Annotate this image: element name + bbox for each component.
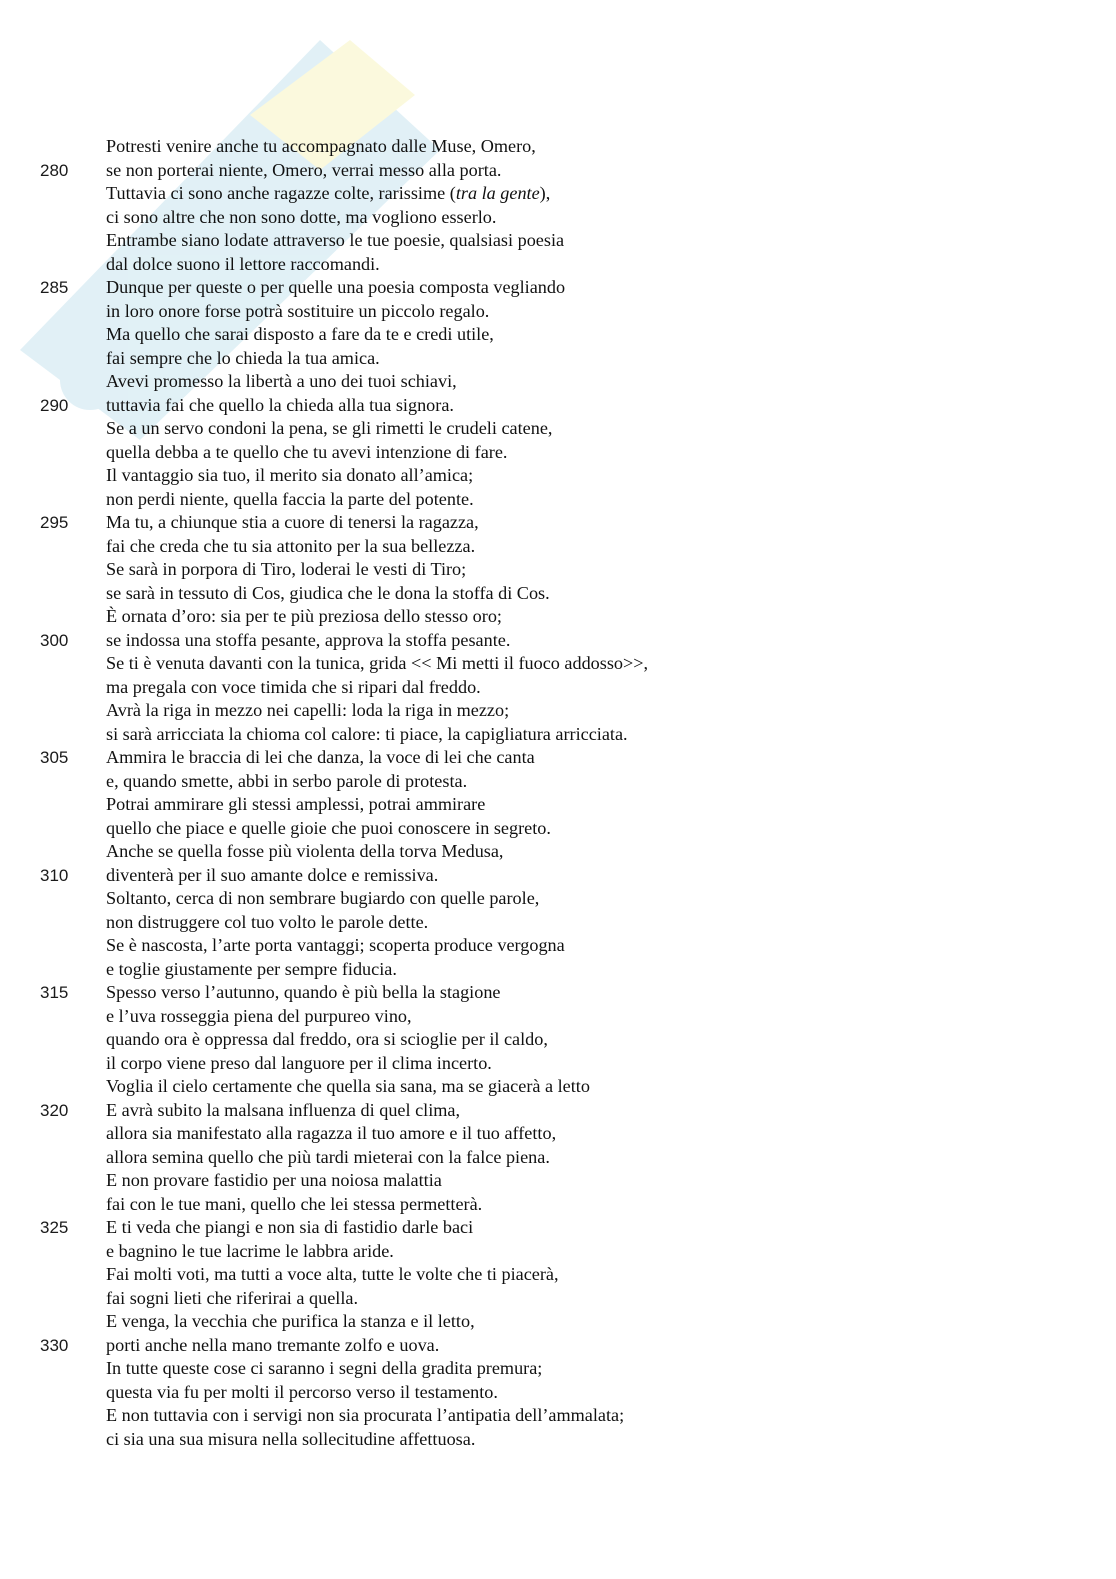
verse-text xyxy=(106,464,473,488)
verse-text xyxy=(106,1028,548,1052)
poem-line xyxy=(0,770,1116,794)
poem-line xyxy=(0,629,1116,653)
verse-text xyxy=(106,1005,412,1029)
verse-segment: ma pregala con voce timida che si ripari dal freddo. xyxy=(106,676,481,697)
verse-text xyxy=(106,887,539,911)
poem-line xyxy=(0,229,1116,253)
verse-segment: Ma tu, a chiunque stia a cuore di tenersi la ragazza, xyxy=(106,512,479,532)
verse-text xyxy=(106,159,501,183)
verse-text xyxy=(106,1146,550,1170)
poem-line xyxy=(0,958,1116,982)
verse-segment: In tutte queste cose ci saranno i segni della gradita premura; xyxy=(106,1358,543,1378)
poem-line xyxy=(0,253,1116,277)
poem-line xyxy=(0,1052,1116,1076)
poem-line xyxy=(0,676,1116,700)
poem-line xyxy=(0,793,1116,817)
verse-segment: se non porterai niente, Omero, verrai messo alla porta. xyxy=(106,159,502,180)
line-number: 305 xyxy=(40,748,69,767)
verse-text xyxy=(106,370,457,394)
verse-segment: in loro onore forse potrà sostituire un piccolo regalo. xyxy=(106,300,490,321)
verse-text xyxy=(106,276,565,300)
verse-text xyxy=(106,347,380,371)
poem-line xyxy=(0,1263,1116,1287)
verse-segment: quando ora è oppressa dal freddo, ora si scioglie per il caldo, xyxy=(106,1029,548,1049)
poem-line xyxy=(0,182,1116,206)
poem-line xyxy=(0,1381,1116,1405)
verse-text xyxy=(106,1428,475,1452)
verse-segment: se indossa una stoffa pesante, approva la stoffa pesante. xyxy=(106,629,511,650)
poem-line xyxy=(0,488,1116,512)
verse-text xyxy=(106,1287,358,1311)
poem-line xyxy=(0,535,1116,559)
poem-line xyxy=(0,840,1116,864)
verse-text xyxy=(106,911,428,935)
verse-segment: Ammira le braccia di lei che danza, la voce di lei che canta xyxy=(106,747,535,767)
verse-segment: Tuttavia ci sono anche ragazze colte, rarissime ( xyxy=(106,183,456,203)
verse-text xyxy=(106,394,454,418)
poem-line xyxy=(0,1075,1116,1099)
verse-text xyxy=(106,629,510,653)
verse-segment: Avrà la riga in mezzo nei capelli: loda la riga in mezzo; xyxy=(106,700,510,720)
verse-segment: Potrai ammirare gli stessi amplessi, potrai ammirare xyxy=(106,794,486,814)
poem-line xyxy=(0,464,1116,488)
verse-text xyxy=(106,605,502,629)
poem-line xyxy=(0,911,1116,935)
poem-line xyxy=(0,1334,1116,1358)
verse-segment: fai che creda che tu sia attonito per la sua bellezza. xyxy=(106,535,476,556)
verse-text xyxy=(106,300,489,324)
line-number: 315 xyxy=(40,983,69,1002)
verse-segment: allora semina quello che più tardi mieterai con la falce piena. xyxy=(106,1146,550,1167)
verse-segment: Soltanto, cerca di non sembrare bugiardo con quelle parole, xyxy=(106,888,540,908)
verse-text xyxy=(106,1404,624,1428)
verse-text xyxy=(106,417,552,441)
poem-line xyxy=(0,323,1116,347)
verse-text xyxy=(106,817,551,841)
verse-segment: Ma quello che sarai disposto a fare da te e credi utile, xyxy=(106,324,494,344)
verse-segment: Anche se quella fosse più violenta della torva Medusa, xyxy=(106,841,504,861)
verse-segment: Fai molti voti, ma tutti a voce alta, tutte le volte che ti piacerà, xyxy=(106,1264,559,1284)
poem-line xyxy=(0,1028,1116,1052)
verse-text xyxy=(106,699,509,723)
poem-line xyxy=(0,1240,1116,1264)
verse-segment: e toglie giustamente per sempre fiducia. xyxy=(106,958,397,979)
verse-text xyxy=(106,1193,482,1217)
verse-text xyxy=(106,182,550,206)
line-number: 300 xyxy=(40,630,69,650)
poem-line xyxy=(0,652,1116,676)
verse-segment: e bagnino le tue lacrime le labbra aride. xyxy=(106,1240,394,1261)
verse-segment: e l’uva rosseggia piena del purpureo vino, xyxy=(106,1005,412,1026)
poem-line xyxy=(0,417,1116,441)
poem-line xyxy=(0,1310,1116,1334)
poem-line xyxy=(0,887,1116,911)
line-number: 325 xyxy=(40,1218,69,1237)
poem-line xyxy=(0,441,1116,465)
verse-segment: fai sogni lieti che riferirai a quella. xyxy=(106,1287,358,1308)
verse-text xyxy=(106,840,503,864)
verse-segment: È ornata d’oro: sia per te più preziosa dello stesso oro; xyxy=(106,606,502,626)
verse-text xyxy=(106,723,628,747)
verse-segment: Se è nascosta, l’arte porta vantaggi; scoperta produce vergogna xyxy=(106,935,565,955)
verse-segment: Se ti è venuta davanti con la tunica, grida << Mi metti il fuoco addosso>>, xyxy=(106,653,649,673)
verse-segment: E venga, la vecchia che purifica la stanza e il letto, xyxy=(106,1311,475,1331)
verse-text xyxy=(106,1075,590,1099)
verse-segment: questa via fu per molti il percorso verso il testamento. xyxy=(106,1381,498,1402)
verse-text xyxy=(106,253,380,277)
verse-text xyxy=(106,558,466,582)
verse-segment: ), xyxy=(539,183,551,203)
verse-segment: Se sarà in porpora di Tiro, loderai le vesti di Tiro; xyxy=(106,559,467,579)
poem-line xyxy=(0,864,1116,888)
poem-line xyxy=(0,746,1116,770)
verse-segment: porti anche nella mano tremante zolfo e uova. xyxy=(106,1334,440,1355)
verse-segment: E non provare fastidio per una noiosa malattia xyxy=(106,1170,442,1190)
poem-line xyxy=(0,1099,1116,1123)
verse-text xyxy=(106,1052,492,1076)
verse-text xyxy=(106,582,550,606)
verse-segment: Avevi promesso la libertà a uno dei tuoi schiavi, xyxy=(106,371,457,391)
verse-text xyxy=(106,770,467,794)
verse-segment: e, quando smette, abbi in serbo parole di protesta. xyxy=(106,770,468,791)
verse-text xyxy=(106,981,501,1005)
verse-segment: fai sempre che lo chieda la tua amica. xyxy=(106,347,380,368)
poem-line xyxy=(0,981,1116,1005)
verse-text xyxy=(106,323,494,347)
verse-text xyxy=(106,958,397,982)
poem-line xyxy=(0,558,1116,582)
verse-text xyxy=(106,511,479,535)
verse-segment: dal dolce suono il lettore raccomandi. xyxy=(106,253,380,274)
line-number: 330 xyxy=(40,1335,69,1355)
verse-italic-segment: tra la gente xyxy=(455,183,540,203)
poem-line xyxy=(0,723,1116,747)
verse-segment: E non tuttavia con i servigi non sia procurata l’antipatia dell’ammalata; xyxy=(106,1405,625,1425)
verse-segment: fai con le tue mani, quello che lei stessa permetterà. xyxy=(106,1193,483,1214)
poem-line xyxy=(0,817,1116,841)
verse-segment: non perdi niente, quella faccia la parte del potente. xyxy=(106,488,474,509)
verse-text xyxy=(106,1122,556,1146)
verse-segment: E ti veda che piangi e non sia di fastidio darle baci xyxy=(106,1217,474,1237)
poem-line xyxy=(0,1005,1116,1029)
poem-line xyxy=(0,605,1116,629)
verse-text xyxy=(106,488,474,512)
verse-segment: ci sono altre che non sono dotte, ma vogliono esserlo. xyxy=(106,206,497,227)
verse-segment: E avrà subito la malsana influenza di quel clima, xyxy=(106,1099,461,1120)
poem-line xyxy=(0,347,1116,371)
verse-segment: Potresti venire anche tu accompagnato dalle Muse, Omero, xyxy=(106,136,536,156)
verse-text xyxy=(106,1357,542,1381)
verse-text xyxy=(106,441,507,465)
verse-text xyxy=(106,1381,498,1405)
verse-segment: Se a un servo condoni la pena, se gli rimetti le crudeli catene, xyxy=(106,418,553,438)
poem-line xyxy=(0,370,1116,394)
verse-text xyxy=(106,1169,442,1193)
verse-segment: quello che piace e quelle gioie che puoi conoscere in segreto. xyxy=(106,817,551,838)
verse-segment: Il vantaggio sia tuo, il merito sia donato all’amica; xyxy=(106,465,474,485)
poem-line xyxy=(0,934,1116,958)
verse-text xyxy=(106,1310,475,1334)
poem-line xyxy=(0,1146,1116,1170)
poem-line xyxy=(0,300,1116,324)
poem-line xyxy=(0,1216,1116,1240)
verse-segment: si sarà arricciata la chioma col calore: ti piace, la capigliatura arricciata. xyxy=(106,723,628,744)
poem-line xyxy=(0,1357,1116,1381)
verse-segment: diventerà per il suo amante dolce e remissiva. xyxy=(106,864,439,885)
line-number: 295 xyxy=(40,513,69,532)
verse-text xyxy=(106,229,564,253)
verse-segment: allora sia manifestato alla ragazza il tuo amore e il tuo affetto, xyxy=(106,1123,557,1143)
verse-segment: Dunque per queste o per quelle una poesia composta vegliando xyxy=(106,277,566,297)
verse-segment: tuttavia fai che quello la chieda alla tua signora. xyxy=(106,394,454,415)
line-number: 320 xyxy=(40,1100,69,1120)
poem-line xyxy=(0,1287,1116,1311)
verse-text xyxy=(106,652,648,676)
poem-line xyxy=(0,1122,1116,1146)
verse-segment: Spesso verso l’autunno, quando è più bella la stagione xyxy=(106,982,501,1002)
verse-segment: ci sia una sua misura nella sollecitudine affettuosa. xyxy=(106,1428,476,1449)
line-number: 290 xyxy=(40,395,69,415)
poem-line xyxy=(0,1428,1116,1452)
verse-segment: il corpo viene preso dal languore per il clima incerto. xyxy=(106,1052,492,1073)
verse-text xyxy=(106,1334,439,1358)
poem-line xyxy=(0,206,1116,230)
verse-segment: se sarà in tessuto di Cos, giudica che le dona la stoffa di Cos. xyxy=(106,582,550,603)
verse-text xyxy=(106,676,481,700)
verse-text xyxy=(106,1216,473,1240)
poem-text xyxy=(0,135,1116,1451)
verse-text xyxy=(106,934,565,958)
verse-segment: Voglia il cielo certamente che quella sia sana, ma se giacerà a letto xyxy=(106,1076,590,1096)
verse-text xyxy=(106,793,485,817)
verse-text xyxy=(106,206,496,230)
poem-line xyxy=(0,1169,1116,1193)
verse-segment: quella debba a te quello che tu avevi intenzione di fare. xyxy=(106,441,508,462)
verse-text xyxy=(106,535,475,559)
poem-line xyxy=(0,159,1116,183)
line-number: 285 xyxy=(40,278,69,297)
verse-text xyxy=(106,864,438,888)
poem-line xyxy=(0,511,1116,535)
line-number: 310 xyxy=(40,865,69,885)
poem-line xyxy=(0,1404,1116,1428)
verse-segment: Entrambe siano lodate attraverso le tue poesie, qualsiasi poesia xyxy=(106,230,565,250)
line-number: 280 xyxy=(40,160,69,180)
verse-segment: non distruggere col tuo volto le parole dette. xyxy=(106,911,429,932)
poem-line xyxy=(0,135,1116,159)
verse-text xyxy=(106,746,535,770)
verse-text xyxy=(106,1099,460,1123)
poem-line xyxy=(0,276,1116,300)
verse-text xyxy=(106,1263,559,1287)
poem-line xyxy=(0,394,1116,418)
poem-line xyxy=(0,582,1116,606)
verse-text xyxy=(106,1240,394,1264)
poem-line xyxy=(0,1193,1116,1217)
verse-text xyxy=(106,135,536,159)
poem-line xyxy=(0,699,1116,723)
